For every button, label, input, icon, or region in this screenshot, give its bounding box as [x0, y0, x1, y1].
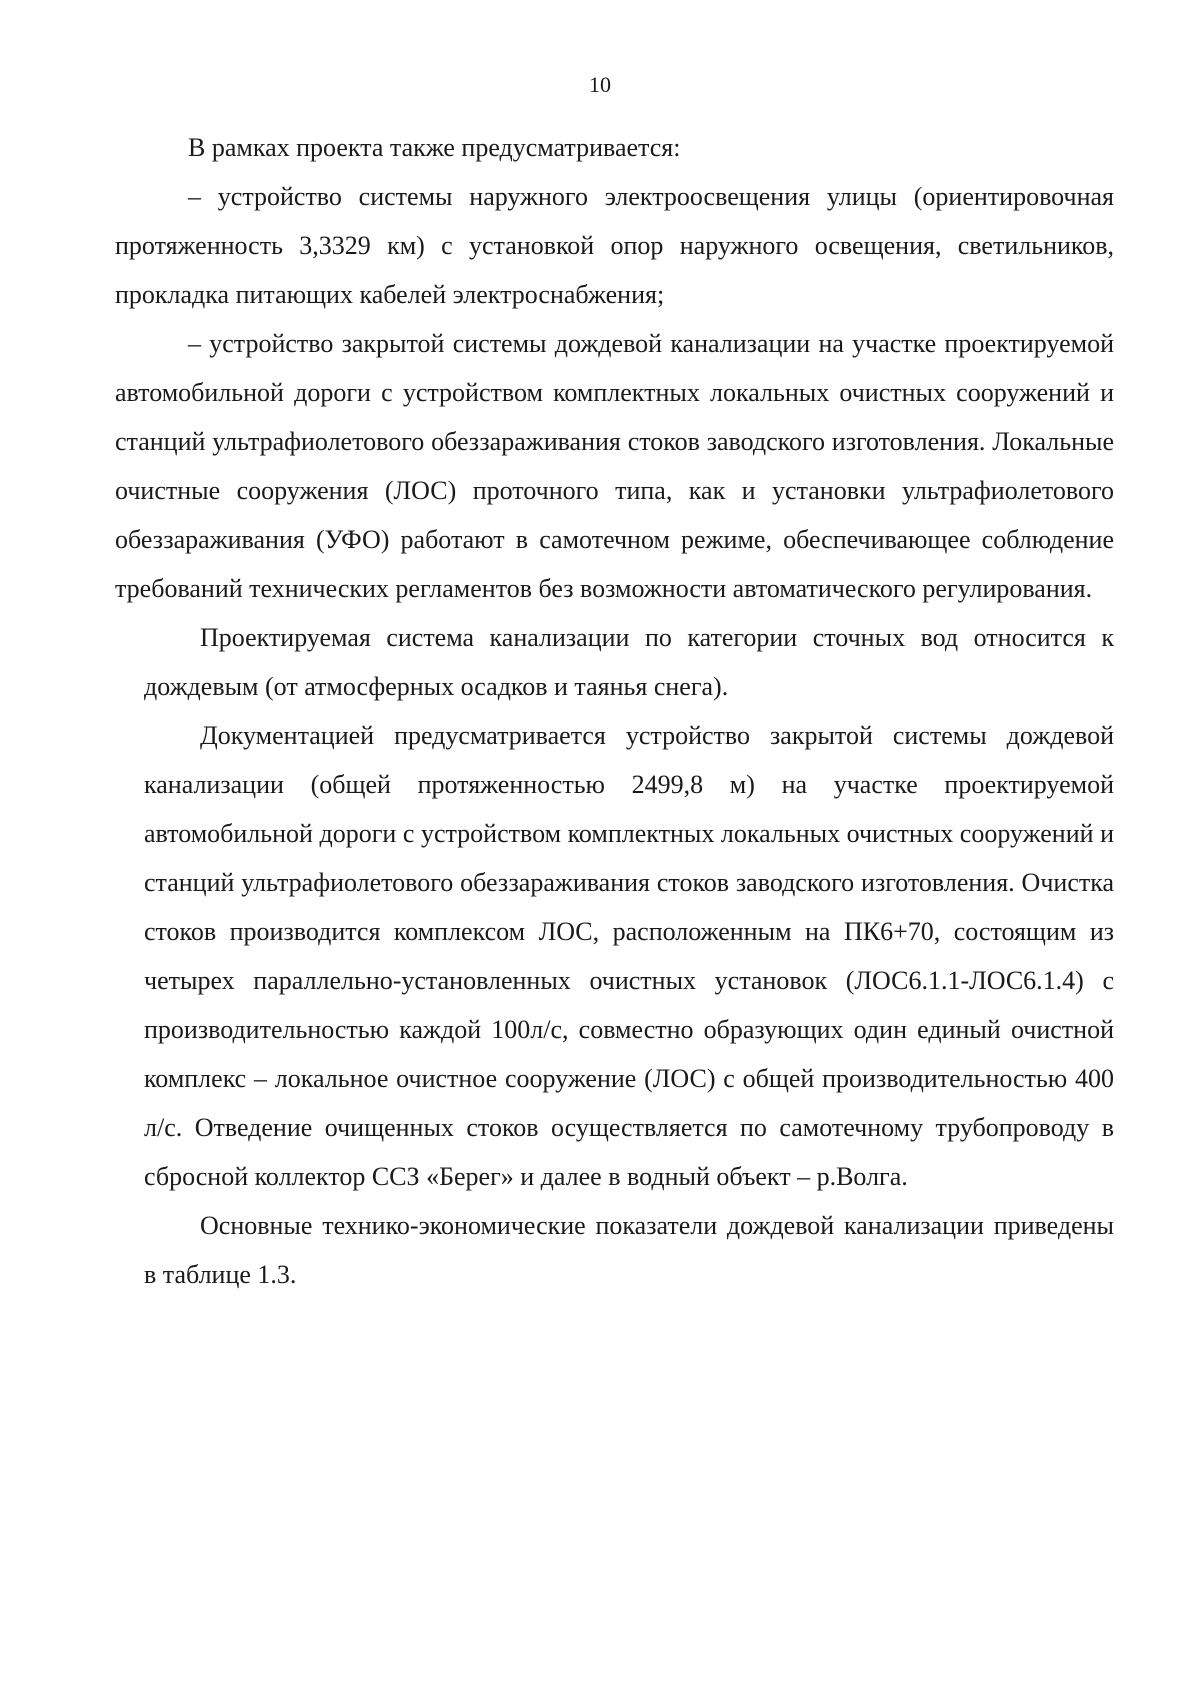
paragraph-intro: В рамках проекта также предусматривается:: [188, 133, 681, 162]
paragraph-sewer-category: Проектируемая система канализации по категории сточных вод относится к дождевым (от атмосферных осадков и таянья снега).: [144, 623, 1114, 701]
paragraph-lighting-item: – устройство системы наружного электроосвещения улицы (ориентировочная протяженность 3,3329 км) с установкой опор наружного освещения, светильников, прокладка питающих кабелей электроснабжения;: [115, 182, 1114, 309]
paragraph-drainage-item: – устройство закрытой системы дождевой канализации на участке проектируемой автомобильной дороги с устройством комплектных локальных очистных сооружений и станций ультрафиолетового обеззараживания стоков заводского изготовления. Локальные очистные сооружения (ЛОС) проточного типа, как и установки ультрафиолетового обеззараживания (УФО) работают в самотечном режиме, обеспечивающее соблюдение требований технических регламентов без возможности автоматического регулирования.: [115, 329, 1114, 603]
paragraph-indicators: Основные технико-экономические показатели дождевой канализации приведены в таблице 1.3.: [144, 1211, 1114, 1289]
paragraph-documentation: Документацией предусматривается устройство закрытой системы дождевой канализации (общей протяженностью 2499,8 м) на участке проектируемой автомобильной дороги с устройством комплектных локальных очистных сооружений и станций ультрафиолетового обеззараживания стоков заводского изготовления. Очистка стоков производится комплексом ЛОС, расположенным на ПК6+70, состоящим из четырех параллельно-установленных очистных установок (ЛОС6.1.1-ЛОС6.1.4) с производительностью каждой 100л/с, совместно образующих один единый очистной комплекс – локальное очистное сооружение (ЛОС) с общей производительностью 400 л/с. Отведение очищенных стоков осуществляется по самотечному трубопроводу в сбросной коллектор ССЗ «Берег» и далее в водный объект – р.Волга.: [144, 721, 1114, 1191]
page-number: 10: [589, 72, 611, 97]
document-body: [115, 123, 1114, 1299]
